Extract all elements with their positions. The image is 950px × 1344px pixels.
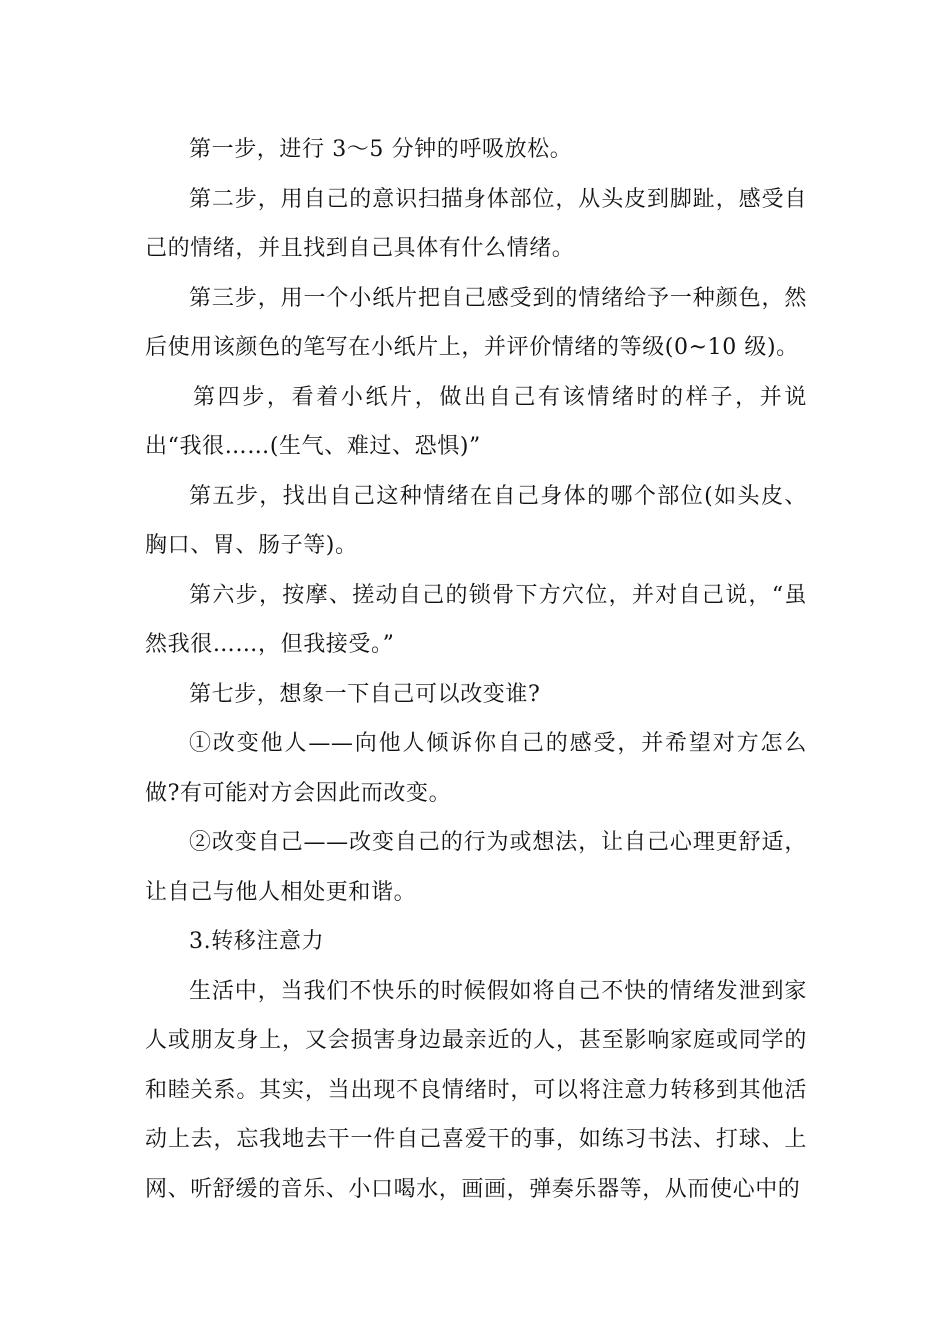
paragraph-step-3: 第三步，用一个小纸片把自己感受到的情绪给予一种颜色，然后使用该颜色的笔写在小纸片上，并评价情绪的等级(0~10 级)。 [145,285,807,360]
paragraph-step-5: 第五步，找出自己这种情绪在自己身体的哪个部位(如头皮、胸口、胃、肠子等)。 [145,483,807,558]
document-body [145,125,807,1214]
paragraph-shift-attention-body: 生活中，当我们不快乐的时候假如将自己不快的情绪发泄到家人或朋友身上，又会损害身边最亲近的人，甚至影响家庭或同学的和睦关系。其实，当出现不良情绪时，可以将注意力转移到其他活动上去，忘我地去干一件自己喜爱干的事，如练习书法、打球、上网、听舒缓的音乐、小口喝水，画画，弹奏乐器等，从而使心中的 [145,978,807,1202]
paragraph-change-self: ②改变自己——改变自己的行为或想法，让自己心理更舒适，让自己与他人相处更和谐。 [145,830,807,905]
paragraph-change-others: ①改变他人——向他人倾诉你自己的感受，并希望对方怎么做?有可能对方会因此而改变。 [145,731,807,806]
paragraph-step-1: 第一步，进行 3～5 分钟的呼吸放松。 [189,137,573,162]
section-heading-shift-attention: 3.转移注意力 [189,929,325,954]
paragraph-step-6: 第六步，按摩、搓动自己的锁骨下方穴位，并对自己说，“虽然我很……，但我接受。” [145,582,807,657]
paragraph-step-2: 第二步，用自己的意识扫描身体部位，从头皮到脚趾，感受自己的情绪，并且找到自己具体有什么情绪。 [145,186,807,261]
paragraph-step-4: 第四步，看着小纸片，做出自己有该情绪时的样子，并说出“我很……(生气、难过、恐惧)” [145,384,807,459]
paragraph-step-7: 第七步，想象一下自己可以改变谁? [189,681,541,707]
